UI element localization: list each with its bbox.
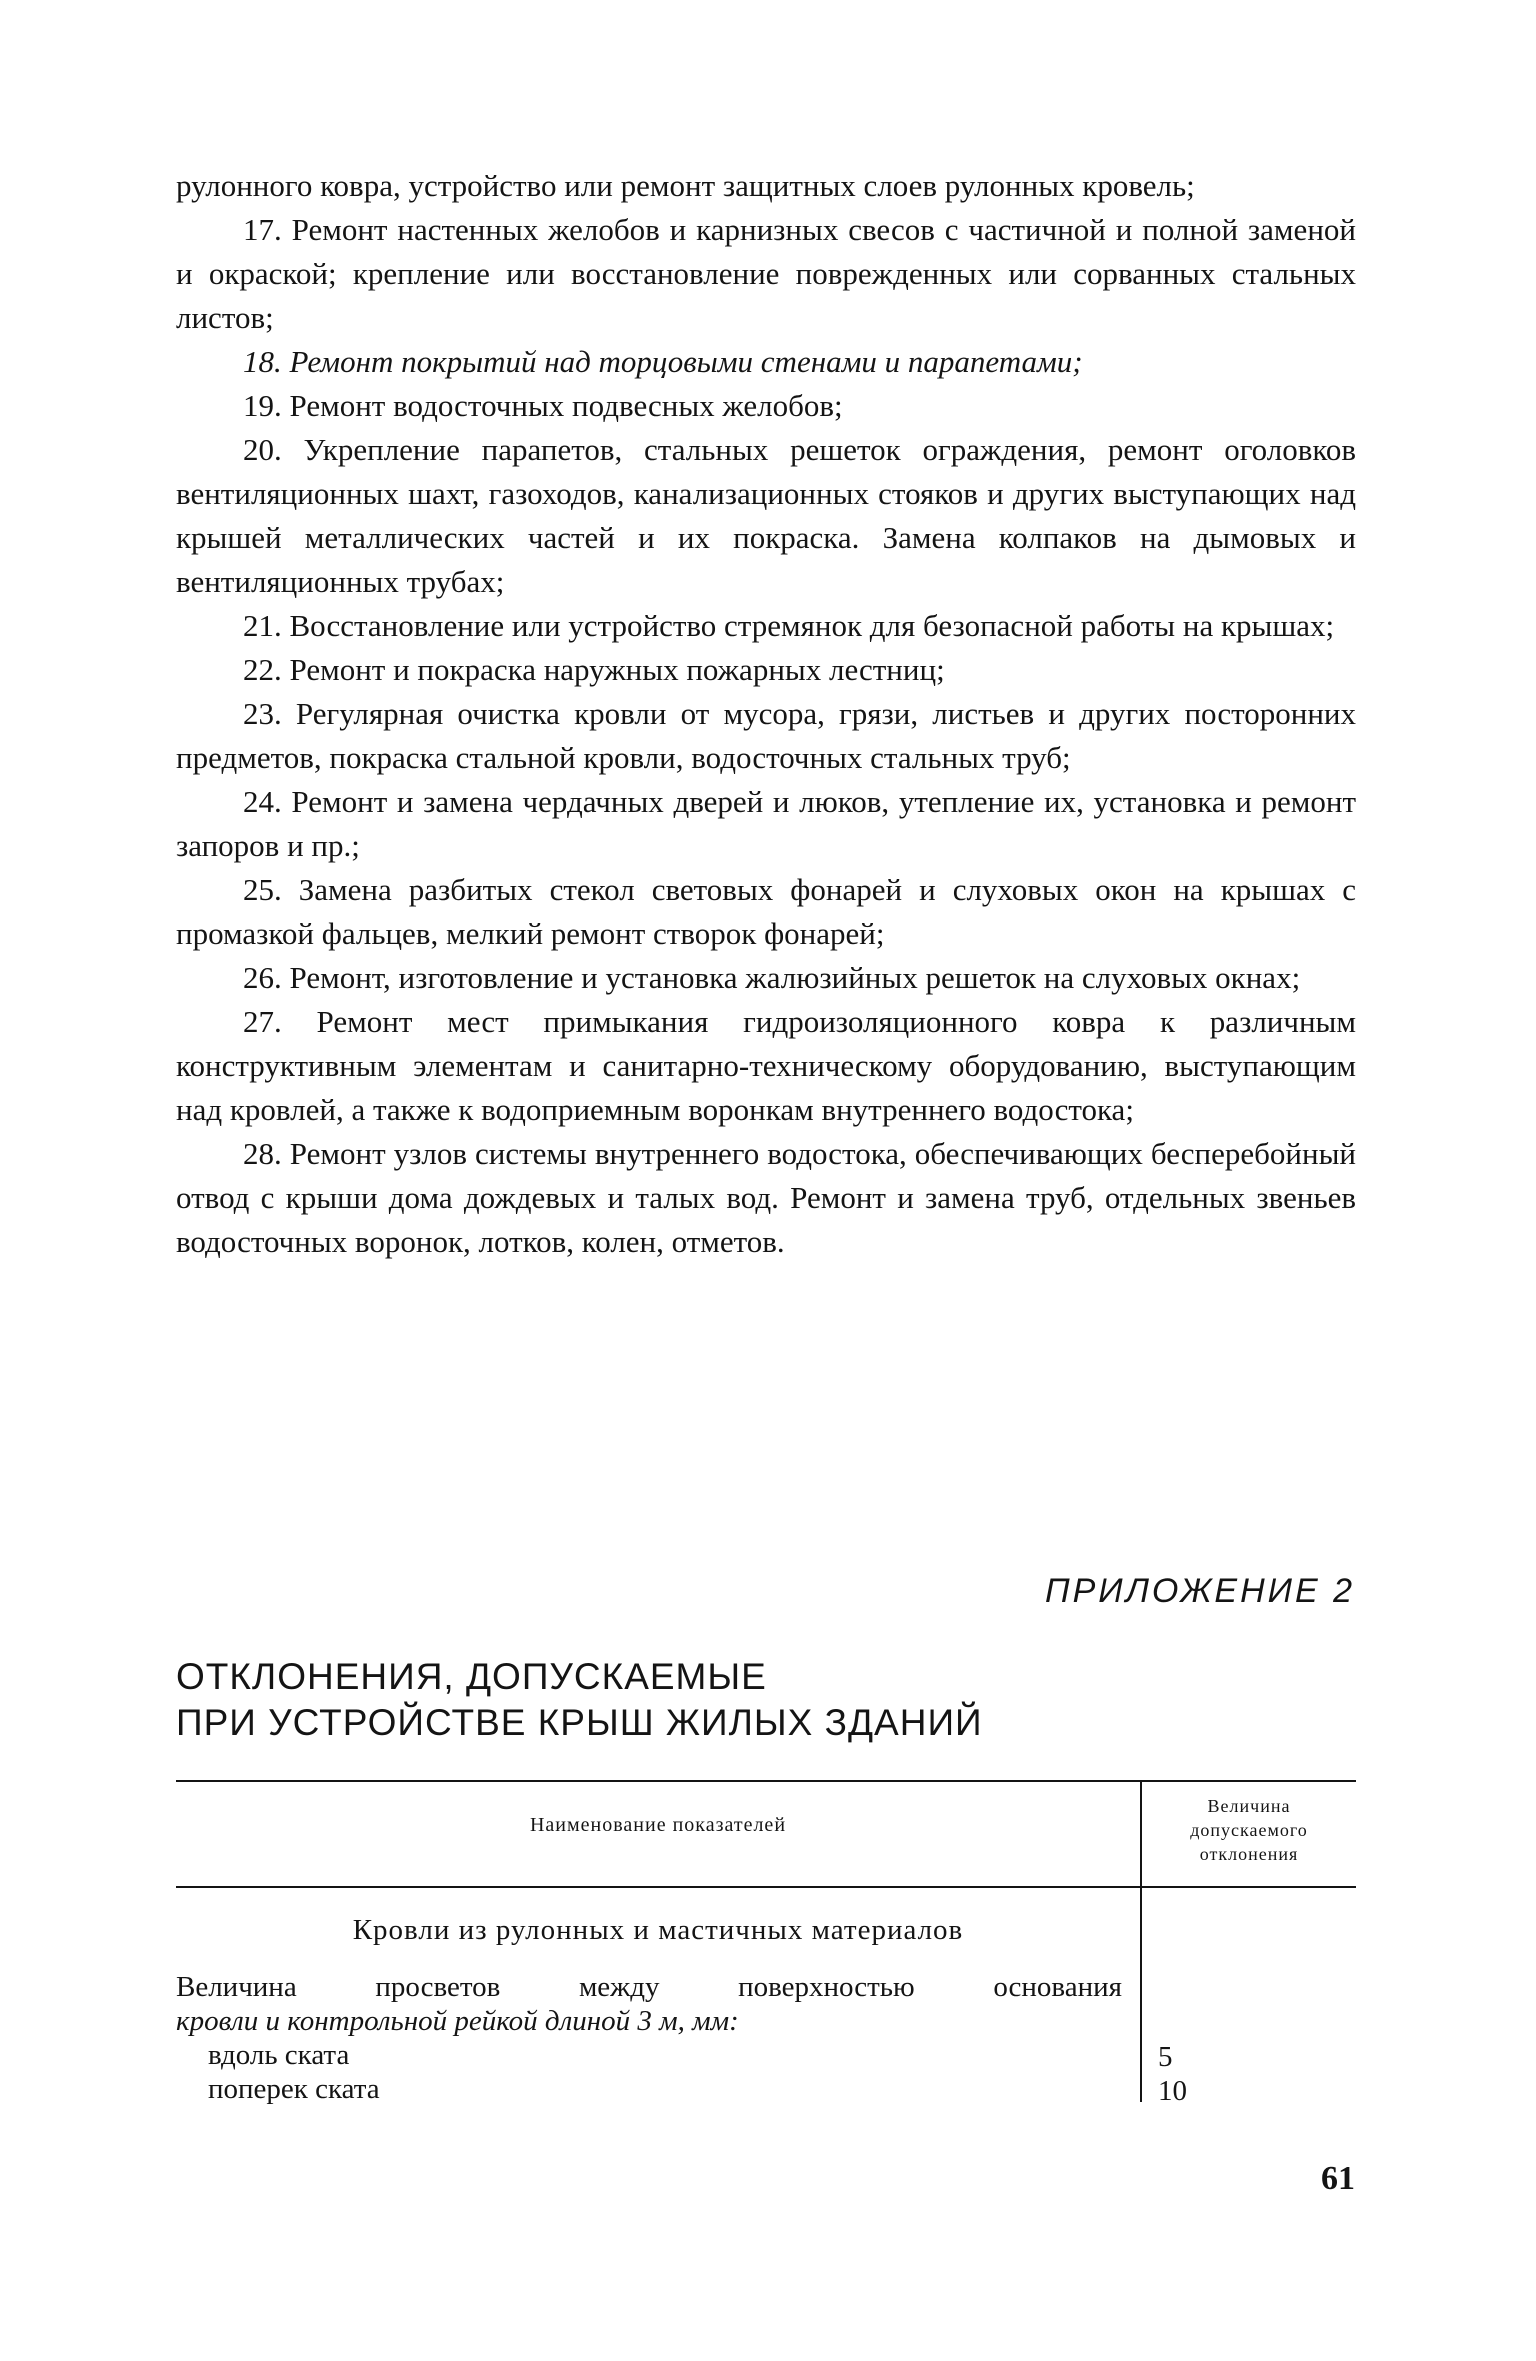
row-label: поперек ската bbox=[208, 2073, 380, 2105]
paragraph: 26. Ремонт, изготовление и установка жалюзийных решеток на слуховых окнах; bbox=[243, 960, 1301, 995]
page-number: 61 bbox=[1321, 2160, 1355, 2197]
heading-line: ПРИ УСТРОЙСТВЕ КРЫШ ЖИЛЫХ ЗДАНИЙ bbox=[176, 1702, 983, 1743]
row-value: 5 bbox=[1158, 2041, 1173, 2073]
column-header-line: Величина bbox=[1207, 1796, 1291, 1816]
paragraph: 20. Укрепление парапетов, стальных решеток ограждения, ремонт оголовков вентиляционных шахт, газоходов, канализационных стояков и других выступающих над крышей металлических частей и их покраска. Замена колпаков на дымовых и вентиляционных трубах; bbox=[176, 432, 1356, 599]
row-value: 10 bbox=[1158, 2075, 1187, 2107]
paragraph: 28. Ремонт узлов системы внутреннего водостока, обеспечивающих бесперебойный отвод с крыши дома дождевых и талых вод. Ремонт и замена труб, отдельных звеньев водосточных воронок, лотков, колен, отметов. bbox=[176, 1136, 1356, 1259]
section-heading bbox=[176, 1654, 1376, 1746]
paragraph: 22. Ремонт и покраска наружных пожарных лестниц; bbox=[243, 652, 945, 687]
paragraph: 27. Ремонт мест примыкания гидроизоляционного ковра к различным конструктивным элементам и санитарно-техническому оборудованию, выступающим над кровлей, а также к водоприемным воронкам внутреннего водостока; bbox=[176, 1004, 1356, 1127]
body-text bbox=[176, 164, 1356, 1264]
paragraph: рулонного ковра, устройство или ремонт защитных слоев рулонных кровель; bbox=[176, 168, 1195, 203]
paragraph: 21. Восстановление или устройство стремянок для безопасной работы на крышах; bbox=[243, 608, 1335, 643]
heading-line: ОТКЛОНЕНИЯ, ДОПУСКАЕМЫЕ bbox=[176, 1656, 767, 1697]
column-header-indicators: Наименование показателей bbox=[529, 1814, 787, 1836]
indicator-description: кровли и контрольной рейкой длиной 3 м, мм: bbox=[176, 2005, 739, 2037]
paragraph: 18. Ремонт покрытий над торцовыми стенами и парапетами; bbox=[243, 344, 1083, 379]
deviations-table bbox=[176, 1780, 1356, 2150]
paragraph: 19. Ремонт водосточных подвесных желобов; bbox=[243, 388, 843, 423]
table-top-rule bbox=[176, 1780, 1356, 1782]
indicator-description: Величина просветов между поверхностью основания bbox=[176, 1971, 1122, 2003]
row-label: вдоль ската bbox=[208, 2039, 350, 2071]
column-header-line: допускаемого bbox=[1190, 1820, 1308, 1840]
column-header-deviation bbox=[1142, 1794, 1356, 1866]
table-section-title: Кровли из рулонных и мастичных материалов bbox=[352, 1914, 964, 1946]
appendix-label: ПРИЛОЖЕНИЕ 2 bbox=[1044, 1572, 1355, 1610]
paragraph: 24. Ремонт и замена чердачных дверей и люков, утепление их, установка и ремонт запоров и пр.; bbox=[176, 784, 1356, 863]
table-header-rule bbox=[176, 1886, 1356, 1888]
paragraph: 25. Замена разбитых стекол световых фонарей и слуховых окон на крышах с промазкой фальцев, мелкий ремонт створок фонарей; bbox=[176, 872, 1356, 951]
column-header-line: отклонения bbox=[1199, 1844, 1299, 1864]
paragraph: 17. Ремонт настенных желобов и карнизных свесов с частичной и полной заменой и окраской; крепление или восстановление поврежденных или сорванных стальных листов; bbox=[176, 212, 1356, 335]
paragraph: 23. Регулярная очистка кровли от мусора, грязи, листьев и других посторонних предметов, покраска стальной кровли, водосточных стальных труб; bbox=[176, 696, 1356, 775]
